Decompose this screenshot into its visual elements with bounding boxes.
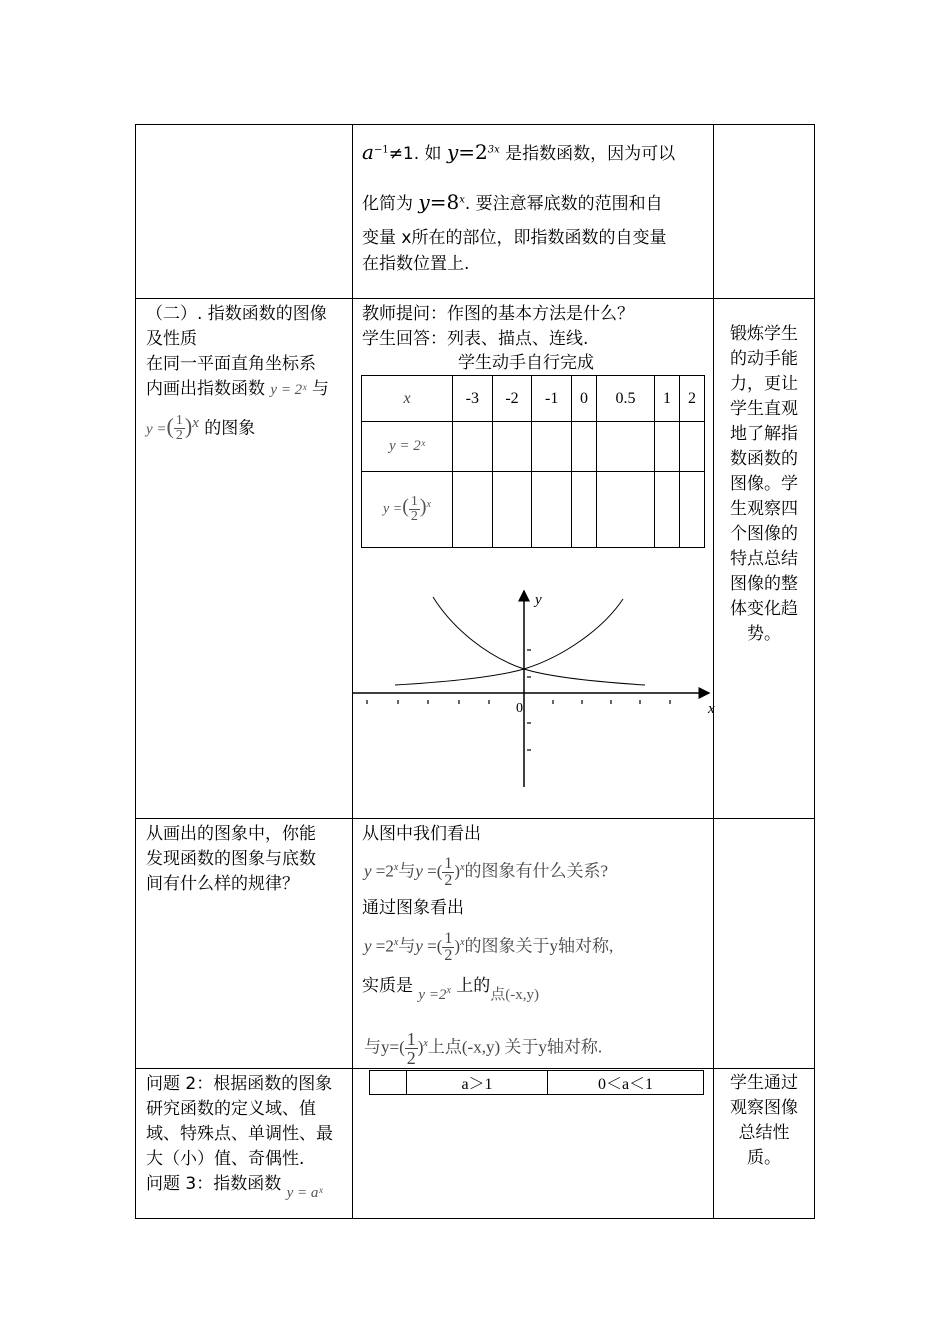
table-row2-label: y =( $\frac{1}{2}$ )$^x$ [362, 472, 453, 548]
compare-table [369, 1070, 704, 1095]
border-left [135, 124, 136, 1219]
cmp-header-a-gt-1: a＞1 [407, 1071, 548, 1095]
table-x-6: 1 [655, 376, 680, 422]
row4-right-notes: 学生通过 观察图像 总结性 质。 [730, 1073, 798, 1168]
row4-left-line5: 问题 3：指数函数 y = aˣ [146, 1174, 323, 1201]
table-x-5: 0.5 [596, 376, 654, 422]
row2-left-line5: y =( $\frac{1}{2}$ )$^x$ 的图象 [146, 413, 256, 443]
values-table [361, 375, 705, 548]
row2-left-line3: 在同一平面直角坐标系 [146, 354, 316, 374]
cmp-header-empty [370, 1071, 407, 1095]
row4-left-line3: 域、特殊点、单调性、最 [146, 1124, 333, 1144]
row3-mid-line6: 与y=( $\frac{1}{2}$ )$^x$上点(-x,y) 关于y轴对称. [364, 1029, 603, 1068]
row2-mid-line2: 学生回答：列表、描点、连线. [362, 329, 589, 349]
row2-left-line2: 及性质 [146, 329, 197, 349]
graph-y-label: y [535, 592, 542, 608]
table-x-7: 2 [680, 376, 705, 422]
table-x-2: -2 [492, 376, 532, 422]
border-right [814, 124, 815, 1219]
formula-2x: y = 2ˣ [270, 382, 307, 398]
table-x-3: -1 [532, 376, 572, 422]
row3-left-line2: 发现函数的图象与底数 [146, 849, 316, 869]
row4-left-line1: 问题 2：根据函数的图象 [146, 1074, 333, 1094]
row2-left-line1: （二）. 指数函数的图像 [146, 304, 327, 324]
row3-mid-line3: 通过图象看出 [362, 898, 464, 918]
row4-left-line2: 研究函数的定义域、值 [146, 1099, 316, 1119]
cmp-header-a-between: 0＜a＜1 [548, 1071, 704, 1095]
curve-half-pow-x [433, 597, 645, 685]
row3-left-line3: 间有什么样的规律？ [146, 874, 299, 894]
y-ticks [527, 650, 531, 750]
row3-mid-line4: $y =2^x$与y =( $\frac{1}{2}$ )$^x$的图象关于y轴对称, [364, 930, 614, 964]
row1-line2: 化简为 $y=8^x$. 要注意幂底数的范围和自 [362, 190, 663, 214]
row3-mid-line1: 从图中我们看出 [362, 824, 481, 844]
row2-mid-line1: 教师提问：作图的基本方法是什么？ [362, 304, 634, 324]
row3-mid-line2: $y =2^x$与y =( $\frac{1}{2}$ )$^x$的图象有什么关系? [364, 855, 609, 889]
row1-line4: 在指数位置上. [362, 254, 470, 274]
graph-x-label: x [708, 701, 715, 717]
curve-2-pow-x [395, 599, 623, 685]
table-row1-label: y = 2ˣ [362, 422, 453, 472]
table-x-4: 0 [572, 376, 597, 422]
row1-line3: 变量 x所在的部位，即指数函数的自变量 [362, 228, 667, 248]
graph-origin-label: 0 [516, 701, 523, 716]
row1-line1: $a^{-1}\ne 1$. 如 $y=2^{3x}$ 是指数函数，因为可以 [362, 140, 676, 164]
row2-mid-line3: 学生动手自行完成 [458, 353, 594, 373]
table-x-1: -3 [453, 376, 493, 422]
row2-right-notes: 锻炼学生 的动手能 力，更让 学生直观 地了解指 数函数的 图像。学 生观察四 个图像的 特点总结 图像的整 体变化趋 势。 [730, 324, 798, 644]
row3-mid-line5: 实质是 $y =2^x$ 上的点(-x,y) [362, 976, 540, 1003]
exponential-graph [353, 585, 718, 790]
row3-left-line1: 从画出的图象中，你能 [146, 824, 316, 844]
row2-left-line4: 内画出指数函数 y = 2ˣ 与 [146, 379, 329, 399]
table-header-x: x [362, 376, 453, 422]
row4-left-line4: 大（小）值、奇偶性. [146, 1149, 305, 1169]
